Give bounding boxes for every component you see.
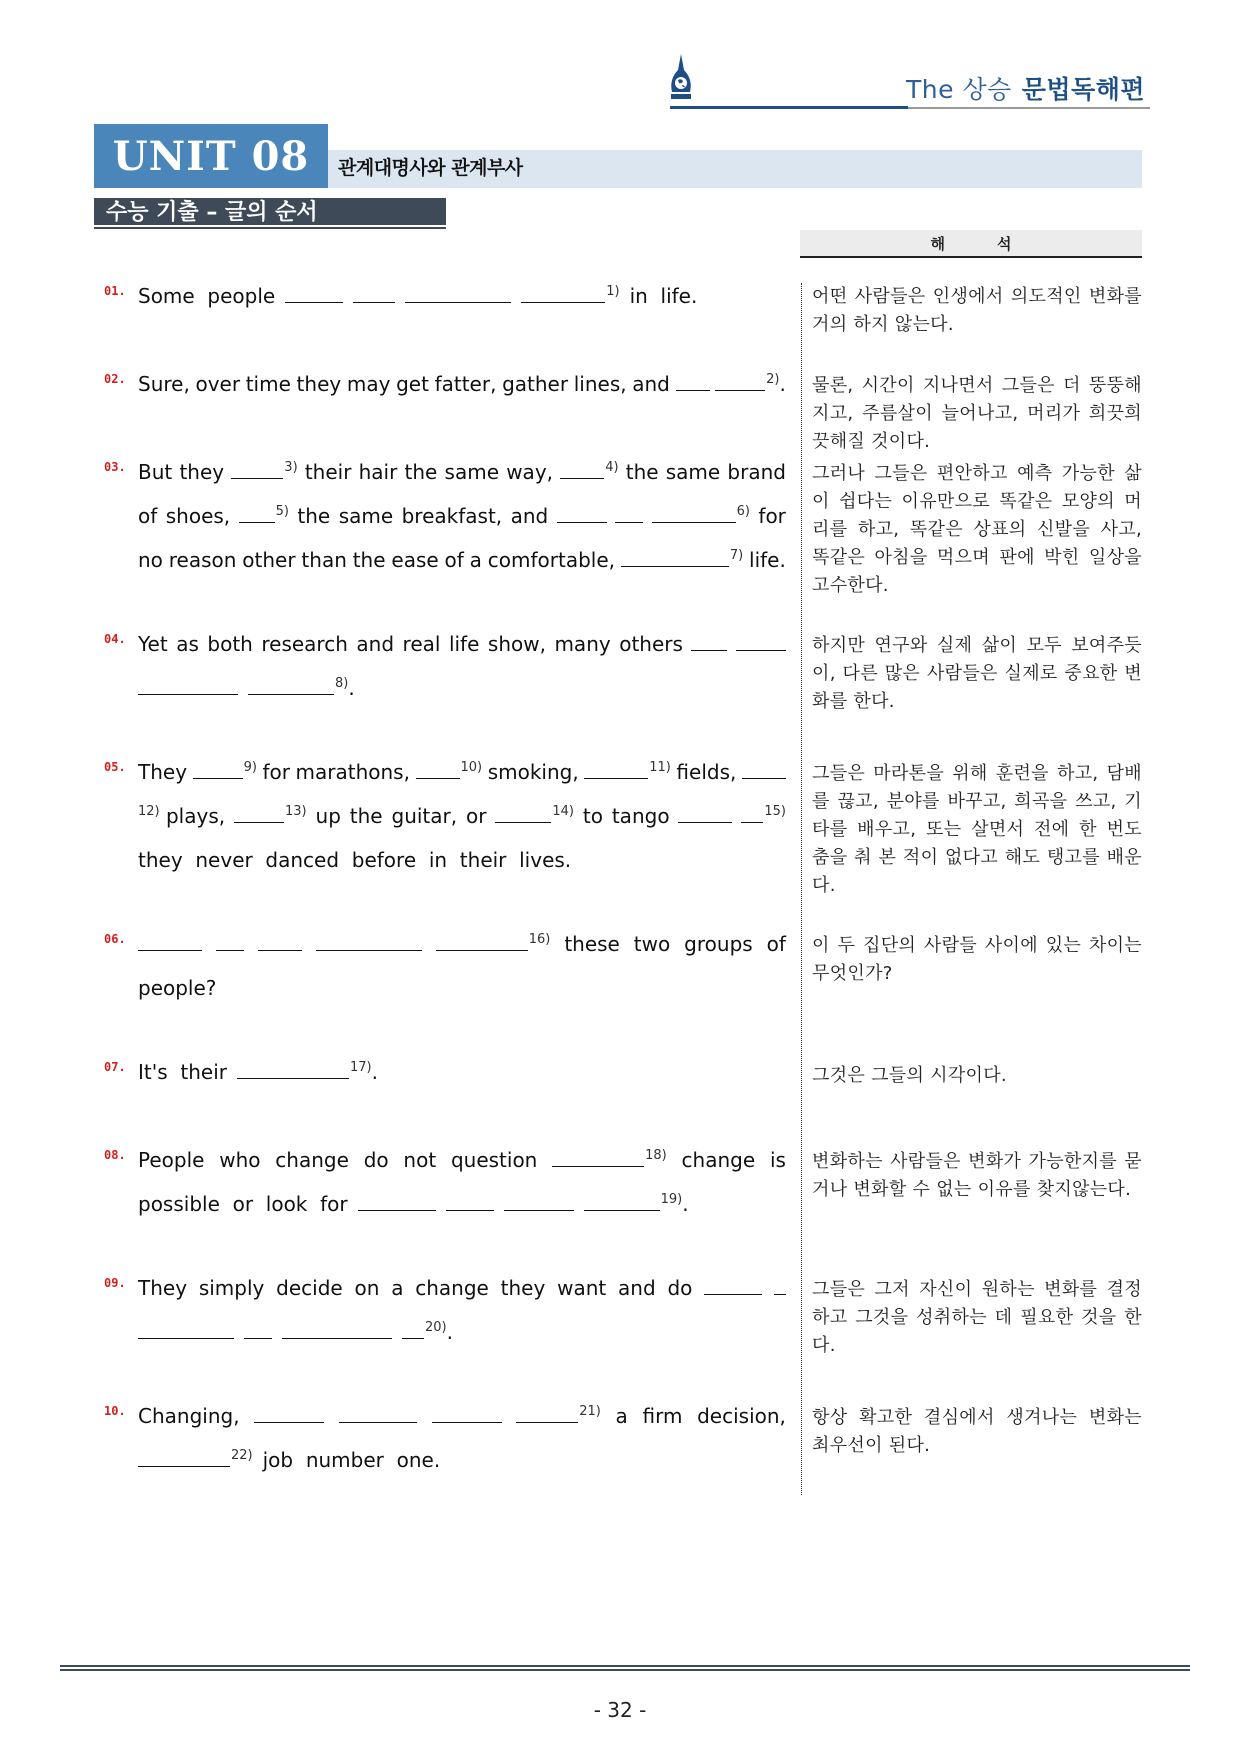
answer-blank[interactable] — [237, 1060, 349, 1079]
item-number: 09. — [104, 1276, 126, 1290]
answer-blank[interactable] — [678, 804, 732, 823]
answer-blank[interactable] — [715, 372, 765, 391]
translation-09: 그들은 그저 자신이 원하는 변화를 결정하고 그것을 성취하는 데 필요한 것을 한다. — [812, 1279, 1142, 1356]
answer-blank[interactable] — [432, 1404, 502, 1423]
answer-blank[interactable] — [239, 504, 275, 523]
item-line: of shoes, $^{5)}$ the same breakfast, and $^{6)}$ for — [138, 504, 786, 528]
footer-rule — [60, 1665, 1190, 1667]
answer-blank[interactable] — [741, 804, 763, 823]
answer-blank[interactable] — [316, 932, 422, 951]
answer-blank[interactable] — [691, 632, 727, 651]
item-line: It's their $^{17)}$. — [138, 1060, 378, 1084]
answer-blank[interactable] — [774, 1276, 786, 1295]
item-line: They simply decide on a change they want and do — [138, 1274, 786, 1302]
answer-blank[interactable] — [138, 932, 202, 951]
item-line: no reason other than the ease of a comfortable, $^{7)}$ life. — [138, 548, 786, 572]
item-number: 06. — [104, 932, 126, 946]
answer-blank[interactable] — [504, 1192, 574, 1211]
book-title: The 상승 문법독해편 — [906, 75, 1146, 104]
translation-column-header: 해석 — [800, 230, 1142, 258]
item-line: they never danced before in their lives. — [138, 848, 572, 872]
item-line: People who change do not question $^{18)}$ change is — [138, 1148, 786, 1172]
answer-blank[interactable] — [282, 1320, 392, 1339]
item-number: 04. — [104, 632, 126, 646]
fountain-pen-nib-icon — [668, 54, 694, 104]
answer-blank[interactable] — [216, 932, 244, 951]
answer-blank[interactable] — [258, 932, 302, 951]
answer-blank[interactable] — [516, 1404, 578, 1423]
answer-blank[interactable] — [138, 1448, 230, 1467]
item-number: 03. — [104, 460, 126, 474]
answer-blank[interactable] — [231, 460, 283, 479]
translation-03: 그러나 그들은 편안하고 예측 가능한 삶이 쉽다는 이유만으로 똑같은 모양의 머리를 하고, 똑같은 상표의 신발을 사고, 똑같은 아침을 먹으며 판에 박힌 일상을 고수한다. — [812, 463, 1142, 596]
answer-blank[interactable] — [416, 760, 460, 779]
answer-blank[interactable] — [521, 284, 605, 303]
section-title: 수능 기출 – 글의 순서 — [94, 198, 446, 227]
item-number: 08. — [104, 1148, 126, 1162]
item-line: Sure, over time they may get fatter, gather lines, and $^{2)}$. — [138, 372, 786, 396]
item-line: Changing, $^{21)}$ a firm decision, — [138, 1404, 786, 1428]
answer-blank[interactable] — [353, 284, 395, 303]
answer-blank[interactable] — [402, 1320, 424, 1339]
unit-title: 관계대명사와 관계부사 — [338, 157, 523, 179]
item-line: possible or look for $^{19)}$. — [138, 1192, 689, 1216]
answer-blank[interactable] — [193, 760, 243, 779]
answer-blank[interactable] — [358, 1192, 436, 1211]
answer-blank[interactable] — [254, 1404, 324, 1423]
answer-blank[interactable] — [285, 284, 343, 303]
item-number: 05. — [104, 760, 126, 774]
item-number: 07. — [104, 1060, 126, 1074]
translation-08: 변화하는 사람들은 변화가 가능한지를 묻거나 변화할 수 없는 이유를 찾지않는다. — [812, 1151, 1142, 1200]
unit-label: UNIT 08 — [94, 124, 328, 188]
item-line: But they $^{3)}$ their hair the same way, $^{4)}$ the same brand — [138, 460, 786, 484]
answer-blank[interactable] — [704, 1276, 762, 1295]
answer-blank[interactable] — [584, 760, 648, 779]
answer-blank[interactable] — [138, 676, 238, 695]
answer-blank[interactable] — [436, 932, 528, 951]
translation-01: 어떤 사람들은 인생에서 의도적인 변화를 거의 하지 않는다. — [812, 286, 1142, 335]
page-number: - 32 - — [593, 1698, 647, 1722]
answer-blank[interactable] — [552, 1148, 644, 1167]
answer-blank[interactable] — [557, 504, 607, 523]
answer-blank[interactable] — [446, 1192, 494, 1211]
answer-blank[interactable] — [248, 676, 334, 695]
answer-blank[interactable] — [736, 632, 786, 651]
answer-blank[interactable] — [742, 760, 786, 779]
item-line: people? — [138, 976, 217, 1000]
answer-blank[interactable] — [138, 1320, 234, 1339]
item-line: They $^{9)}$ for marathons, $^{10)}$ smoking, $^{11)}$ fields, — [138, 758, 786, 786]
translation-10: 항상 확고한 결심에서 생겨나는 변화는 최우선이 된다. — [812, 1407, 1142, 1456]
answer-blank[interactable] — [234, 804, 284, 823]
answer-blank[interactable] — [652, 504, 736, 523]
footer-rule — [60, 1669, 1190, 1671]
answer-blank[interactable] — [584, 1192, 660, 1211]
answer-blank[interactable] — [621, 548, 729, 567]
item-number: 10. — [104, 1404, 126, 1418]
translation-04: 하지만 연구와 실제 삶이 모두 보여주듯이, 다른 많은 사람들은 실제로 중요한 변화를 한다. — [812, 635, 1142, 712]
item-line: $^{8)}$. — [138, 674, 786, 702]
translation-06: 이 두 집단의 사람들 사이에 있는 차이는 무엇인가? — [812, 935, 1142, 984]
item-number: 01. — [104, 284, 126, 298]
translation-02: 물론, 시간이 지나면서 그들은 더 뚱뚱해지고, 주름살이 늘어나고, 머리가 희끗희끗해질 것이다. — [812, 375, 1142, 452]
answer-blank[interactable] — [615, 504, 643, 523]
translation-05: 그들은 마라톤을 위해 훈련을 하고, 담배를 끊고, 분야를 바꾸고, 희곡을 쓰고, 기타를 배우고, 또는 살면서 전에 한 번도 춤을 춰 본 적이 없다고 해도 탱고를 배운다. — [812, 763, 1142, 896]
answer-blank[interactable] — [244, 1320, 272, 1339]
item-line: $^{12)}$ plays, $^{13)}$ up the guitar, or $^{14)}$ to tango $^{15)}$ — [138, 804, 786, 828]
column-divider — [801, 283, 802, 1495]
item-line: Some people $^{1)}$ in life. — [138, 284, 698, 308]
item-line: $^{22)}$ job number one. — [138, 1446, 786, 1474]
item-line: $^{20)}$. — [138, 1318, 786, 1346]
item-line: $^{16)}$ these two groups of — [138, 930, 786, 958]
translation-07: 그것은 그들의 시각이다. — [812, 1065, 1007, 1086]
item-line: Yet as both research and real life show, many others — [138, 630, 786, 658]
header-rule-blue — [670, 106, 908, 109]
answer-blank[interactable] — [495, 804, 551, 823]
answer-blank[interactable] — [405, 284, 511, 303]
header-rule-gray — [908, 107, 1150, 109]
answer-blank[interactable] — [676, 372, 710, 391]
answer-blank[interactable] — [560, 460, 604, 479]
item-number: 02. — [104, 372, 126, 386]
answer-blank[interactable] — [339, 1404, 417, 1423]
